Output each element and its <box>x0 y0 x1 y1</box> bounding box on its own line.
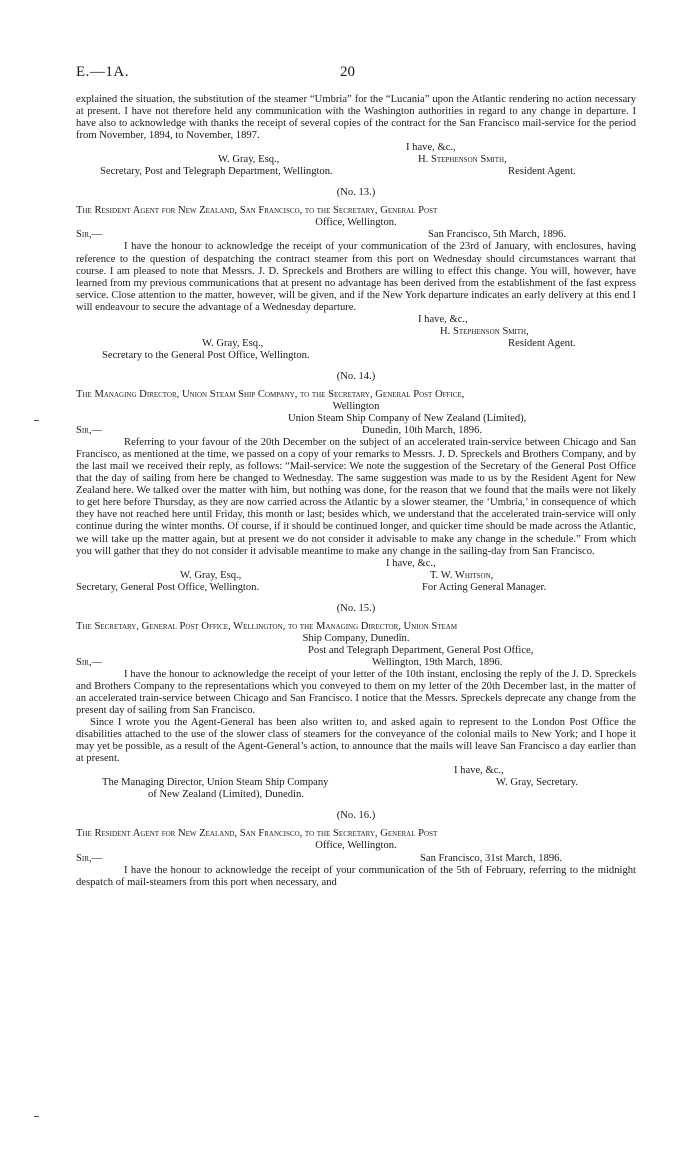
place-date: San Francisco, 5th March, 1896. <box>428 229 566 241</box>
closing-row <box>76 142 636 154</box>
signer-title: For Acting General Manager. <box>422 581 547 593</box>
place-date: Wellington, 19th March, 1896. <box>372 656 503 668</box>
salutation: Sir,— <box>76 852 103 864</box>
letter-title-line2: Office, Wellington. <box>315 840 397 852</box>
salutation-row <box>76 229 636 241</box>
addressee-signer-row <box>76 777 636 789</box>
addressee-title: Secretary, Post and Telegraph Department, Wellington. <box>100 166 333 178</box>
signer-title: Resident Agent. <box>508 337 576 349</box>
page-header <box>76 64 636 84</box>
addressee-name: W. Gray, Esq., <box>180 569 242 581</box>
letter-13 <box>76 186 636 362</box>
margin-mark <box>34 420 39 421</box>
letter-body: Referring to your favour of the 20th December on the subject of an accelerated train-service between Chicago and San Francisco, as mentioned at the time, we passed on a copy of your remarks to Messrs. J. D. Spreckels and Brothers Company, and by the last mail we received their reply, as follows: “Mail-service: We note the suggestion of the Secretary of the General Post Office that the day of sailing from here be changed to Wednesday. The same suggestion was made to us by the Resident Agent for New Zealand here. We talked over the matter with him, but nothing was done, for the reason that we found that the mails were not likely to get here before Thursday, as they are now carried across the Atlantic by a slower steamer, the ‘Umbria,’ in consequence of which they have not reached here until Friday, this month or last; besides which, we understand that the accelerated train-service will only continue during the winter months. Of course, if it should be continued longer, and quicker time should be made across the Atlantic, we will take up the matter again, but at present we do not consider it advisable to make any change in the schedule.” From which you will gather that they do not consider it advisable meantime to make any change in the sailing-day from San Francisco. <box>76 437 636 557</box>
salutation-row <box>76 425 636 437</box>
closing-row <box>76 558 636 570</box>
closing-row <box>76 765 636 777</box>
letter-number: (No. 14.) <box>336 370 376 382</box>
signer-name: T. W. Whitson, <box>430 569 494 581</box>
sender-address: Post and Telegraph Department, General Post Office, <box>308 644 534 656</box>
signer-name: H. Stephenson Smith, <box>418 154 507 166</box>
addressee-line1: The Managing Director, Union Steam Ship Company <box>102 777 329 789</box>
closing-row <box>76 314 636 326</box>
letter-title-line2: Office, Wellington. <box>315 217 397 229</box>
signer-row <box>76 326 636 338</box>
signer-name: H. Stephenson Smith, <box>440 325 529 337</box>
closing: I have, &c., <box>386 557 436 569</box>
addressee-row2 <box>76 789 636 801</box>
margin-mark <box>34 1116 39 1117</box>
salutation: Sir,— <box>76 425 103 437</box>
addressee-line2: of New Zealand (Limited), Dunedin. <box>148 789 304 801</box>
letter-15 <box>76 602 636 802</box>
letter-body-p2: Since I wrote you the Agent-General has been also written to, and asked again to represent to the London Post Office the disabilities attached to the use of the slower class of steamers for the conveyance of the colonial mails to New York; and I hope it may yet be possible, as a result of the Agent-General’s action, to announce that the mails will leave San Francisco a day earlier than at present. <box>76 717 636 765</box>
letter-title-line1: The Resident Agent for New Zealand, San Francisco, to the Secretary, General Post <box>76 828 438 840</box>
addressee-name: W. Gray, Esq., <box>202 337 264 349</box>
salutation-row <box>76 657 636 669</box>
letter-number: (No. 16.) <box>336 810 376 822</box>
addressee-title: Secretary, General Post Office, Wellington. <box>76 581 260 593</box>
document-body <box>76 94 636 889</box>
letter-14 <box>76 370 636 594</box>
signer: W. Gray, Secretary. <box>496 777 579 789</box>
salutation: Sir,— <box>76 656 103 668</box>
letter-body: I have the honour to acknowledge the receipt of your communication of the 23rd of January, with enclosures, having reference to the question of despatching the contract steamer from this port on Wednesday should circumstances warrant that course. I am pleased to note that Messrs. J. D. Spreckels and Brothers are willing to effect this change. You will, however, have learned from my previous communications that at present no advantage has been derived from the establishment of the fast express service. Close attention to the matter, however, will be given, and if the New York departure indicates an early delivery at this end I will endeavour to secure the advantage of a Wednesday departure. <box>76 241 636 313</box>
salutation-row <box>76 853 636 865</box>
names-row <box>76 570 636 582</box>
letter-number: (No. 15.) <box>336 602 376 614</box>
addressee-title: Secretary to the General Post Office, Wellington. <box>102 349 310 361</box>
salutation: Sir,— <box>76 229 103 241</box>
sender-address: Union Steam Ship Company of New Zealand (Limited), <box>288 413 527 425</box>
closing: I have, &c., <box>406 142 456 154</box>
titles-row <box>76 166 636 178</box>
signer-title: Resident Agent. <box>508 166 576 178</box>
addressee-title-row <box>76 350 636 362</box>
addressee-name: W. Gray, Esq., <box>218 154 280 166</box>
letter-body: I have the honour to acknowledge the receipt of your communication of the 5th of February, referring to the midnight despatch of mail-steamers from this port when necessary, and <box>76 864 636 888</box>
place-date: Dunedin, 10th March, 1896. <box>362 425 483 437</box>
letter-number: (No. 13.) <box>336 187 376 199</box>
address-row <box>76 645 636 657</box>
names-row <box>76 154 636 166</box>
letter-body-p1: I have the honour to acknowledge the receipt of your letter of the 10th instant, enclosing the reply of the J. D. Spreckels and Brothers Company to the representations which you conveyed to them on my letter of the 20th December last, in the matter of an accelerated train-service between Chicago and San Francisco. I notice that the Messrs. Spreckels deprecate any change from the present day of sailing from San Francisco. <box>76 668 636 717</box>
place-date: San Francisco, 31st March, 1896. <box>420 852 563 864</box>
letter-title-line2: Wellington <box>332 400 380 412</box>
document-reference: E.—1A. <box>76 64 129 80</box>
names-row <box>76 338 636 350</box>
closing: I have, &c., <box>418 313 468 325</box>
titles-row <box>76 582 636 594</box>
page-number: 20 <box>340 64 355 80</box>
closing: I have, &c., <box>454 765 504 777</box>
letter-16 <box>76 809 636 888</box>
letter-title-line2: Ship Company, Dunedin. <box>302 632 410 644</box>
letter-title-line1: The Resident Agent for New Zealand, San Francisco, to the Secretary, General Post <box>76 205 438 217</box>
letter-12-continuation <box>76 94 636 178</box>
continuation-paragraph: explained the situation, the substitution of the steamer “Umbria” for the “Lucania” upon the Atlantic rendering no action necessary at present. I have not therefore held any communication with the Washington authorities in regard to any change in departure. I have also to acknowledge with thanks the receipt of several copies of the contract for the San Francisco mail-service for the period from November, 1894, to November, 1897. <box>76 94 636 142</box>
letter-title-line1: The Managing Director, Union Steam Ship Company, to the Secretary, General Post Office, <box>76 388 465 400</box>
letter-title-line1: The Secretary, General Post Office, Wellington, to the Managing Director, Union Steam <box>76 620 458 632</box>
address-row <box>76 413 636 425</box>
